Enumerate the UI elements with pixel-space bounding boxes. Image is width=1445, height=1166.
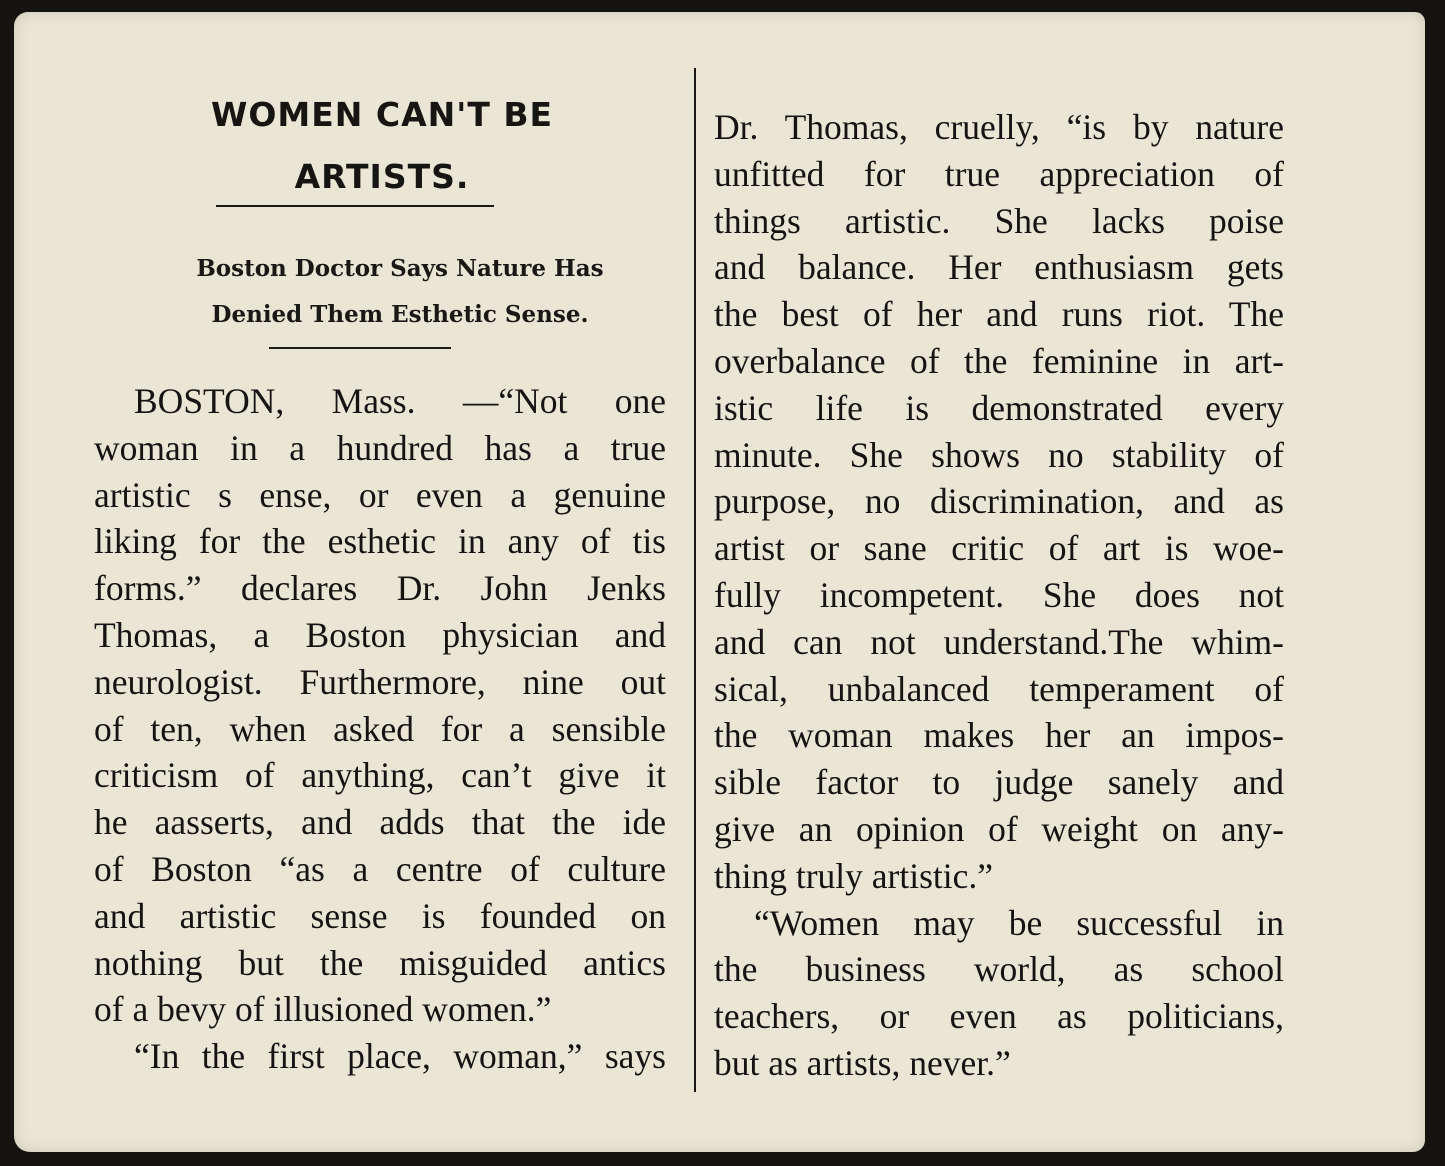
left-line: liking for the esthetic in any of tis	[94, 521, 666, 562]
left-line: he aasserts, and adds that the ide	[94, 802, 666, 843]
left-line: woman in a hundred has a true	[94, 427, 666, 468]
left-column	[94, 378, 666, 1080]
right-line: artist or sane critic of art is woe-	[714, 528, 1284, 569]
subheadline-line-2: Denied Them Esthetic Sense.	[211, 301, 589, 328]
left-line: and artistic sense is founded on	[94, 895, 666, 936]
right-line: sible factor to judge sanely and	[714, 762, 1284, 803]
left-line: BOSTON, Mass. —“Not one	[134, 381, 666, 421]
subheadline	[130, 246, 670, 338]
left-line: criticism of anything, can’t give it	[94, 755, 666, 796]
right-line: purpose, no discrimination, and as	[714, 481, 1284, 522]
right-line: unfitted for true appreciation of	[714, 153, 1284, 194]
left-line: of a bevy of illusioned women.”	[94, 989, 552, 1030]
right-line: thing truly artistic.”	[714, 855, 994, 896]
left-line: artistic s ense, or even a genuine	[94, 474, 666, 515]
right-line: minute. She shows no stability of	[714, 434, 1284, 475]
right-line: things artistic. She lacks poise	[714, 200, 1284, 241]
headline-line-2: ARTISTS.	[294, 157, 470, 196]
right-line: and can not understand.The whim-	[714, 621, 1284, 662]
right-line: overbalance of the feminine in art-	[714, 340, 1284, 381]
right-line: teachers, or even as politicians,	[714, 996, 1284, 1037]
right-line: the woman makes her an impos-	[714, 715, 1284, 756]
left-line: neurologist. Furthermore, nine out	[94, 661, 666, 702]
right-line: the best of her and runs riot. The	[714, 294, 1284, 335]
headline-rule	[216, 205, 494, 207]
right-line: give an opinion of weight on any-	[714, 808, 1284, 849]
right-column	[714, 104, 1284, 1087]
column-divider	[694, 68, 696, 1092]
right-line: istic life is demonstrated every	[714, 387, 1284, 428]
left-line: Thomas, a Boston physician and	[94, 614, 666, 655]
left-line: forms.” declares Dr. John Jenks	[94, 568, 666, 609]
left-line: nothing but the misguided antics	[94, 942, 666, 983]
right-line: but as artists, never.”	[714, 1042, 1011, 1083]
right-line: the business world, as school	[714, 949, 1284, 990]
right-line: “Women may be successful in	[754, 902, 1284, 943]
left-line: “In the first place, woman,” says	[134, 1036, 666, 1077]
subheadline-line-1: Boston Doctor Says Nature Has	[196, 255, 604, 282]
left-line: of ten, when asked for a sensible	[94, 708, 666, 749]
subheadline-rule	[269, 347, 451, 349]
left-line: of Boston “as a centre of culture	[94, 848, 666, 889]
right-line: and balance. Her enthusiasm gets	[714, 247, 1284, 288]
headline-line-1: WOMEN CAN'T BE	[210, 95, 554, 134]
right-line: fully incompetent. She does not	[714, 574, 1284, 615]
right-line: sical, unbalanced temperament of	[714, 668, 1284, 709]
headline	[94, 84, 670, 208]
right-line: Dr. Thomas, cruelly, “is by nature	[714, 107, 1284, 147]
